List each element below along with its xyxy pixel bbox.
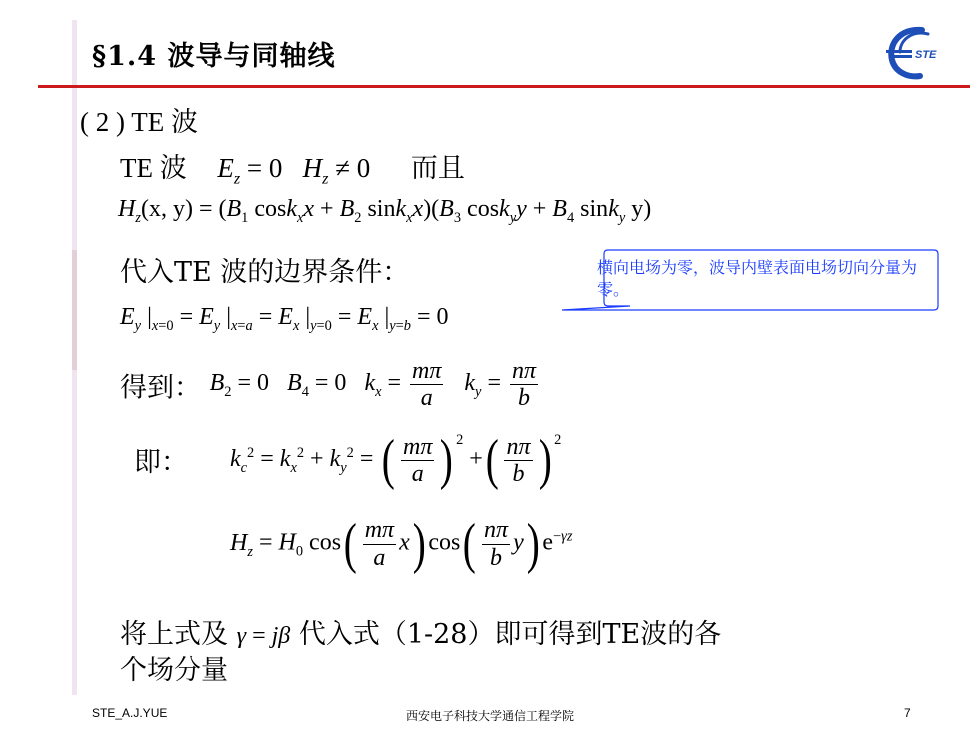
result-line [120, 358, 541, 412]
footer-institution: 西安电子科技大学通信工程学院 [405, 709, 574, 723]
boundary-equation: $E_y$ $|_{x=0} = E_y$ $|_{x=a} = E_x$ $|_{y=0} = E_x$ $|_{y=b} = 0$ [120, 304, 449, 334]
hz-solution-equation: $H_z = H_0$ cos( $\frac{m\pi}{a}$ x) cos( $\frac{n\pi}{b}$ y) $e^{-\gamma z}$ [230, 513, 573, 575]
left-accent-highlight [72, 250, 77, 370]
section-heading: ( 2 ) TE 波 [80, 107, 198, 137]
boundary-label: 代入TE 波的边界条件： [120, 257, 410, 288]
kc-equation: $k_c^2 = k_x^2 + k_y^2$ = ( $\frac{m\pi}{a}$ ) $^2$ +( $\frac{n\pi}{b}$ ) $^2$ [230, 429, 562, 492]
kc-line [134, 440, 188, 479]
result-label: 得到： [120, 372, 201, 404]
conclusion-text-b: 代入式（1-28）即可得到TE波的各 [298, 619, 722, 650]
ie-label: 即： [134, 447, 188, 478]
te-suffix: 而且 [410, 153, 465, 184]
gamma-equation: γ = jβ [236, 623, 291, 649]
conclusion-line-2: 个场分量 [120, 655, 228, 686]
te-prefix: TE 波 [120, 153, 187, 183]
ste-logo-icon [882, 22, 942, 82]
te-condition-line [120, 146, 465, 188]
callout-text: 横向电场为零，波导内壁表面电场切向分量为零。 [597, 258, 918, 299]
conclusion-text-a: 将上式及 [120, 619, 228, 650]
slide-title: §1.4 波导与同轴线 [92, 41, 336, 72]
result-equation: $B_2 = 0$ $B_4 = 0$ $k_x$ = $\frac{m\pi}{a}$ $k_y$ = $\frac{n\pi}{b}$ [209, 358, 537, 412]
te-equation: $E_z = 0$ $H_z \ne 0$ [217, 153, 371, 188]
title-divider [38, 85, 970, 88]
logo-text: STE [915, 49, 937, 61]
hz-general-equation: $H_z(x$, $y) = (B_1$ $\cos k_xx + B_2$ $\sin k_xx)(B_3$ $\cos k_yy + B_4$ sink$_y$ y) [118, 196, 652, 226]
page-number: 7 [904, 706, 911, 720]
conclusion-line-1 [120, 612, 721, 651]
footer-author: STE_A.J.YUE [92, 706, 168, 720]
